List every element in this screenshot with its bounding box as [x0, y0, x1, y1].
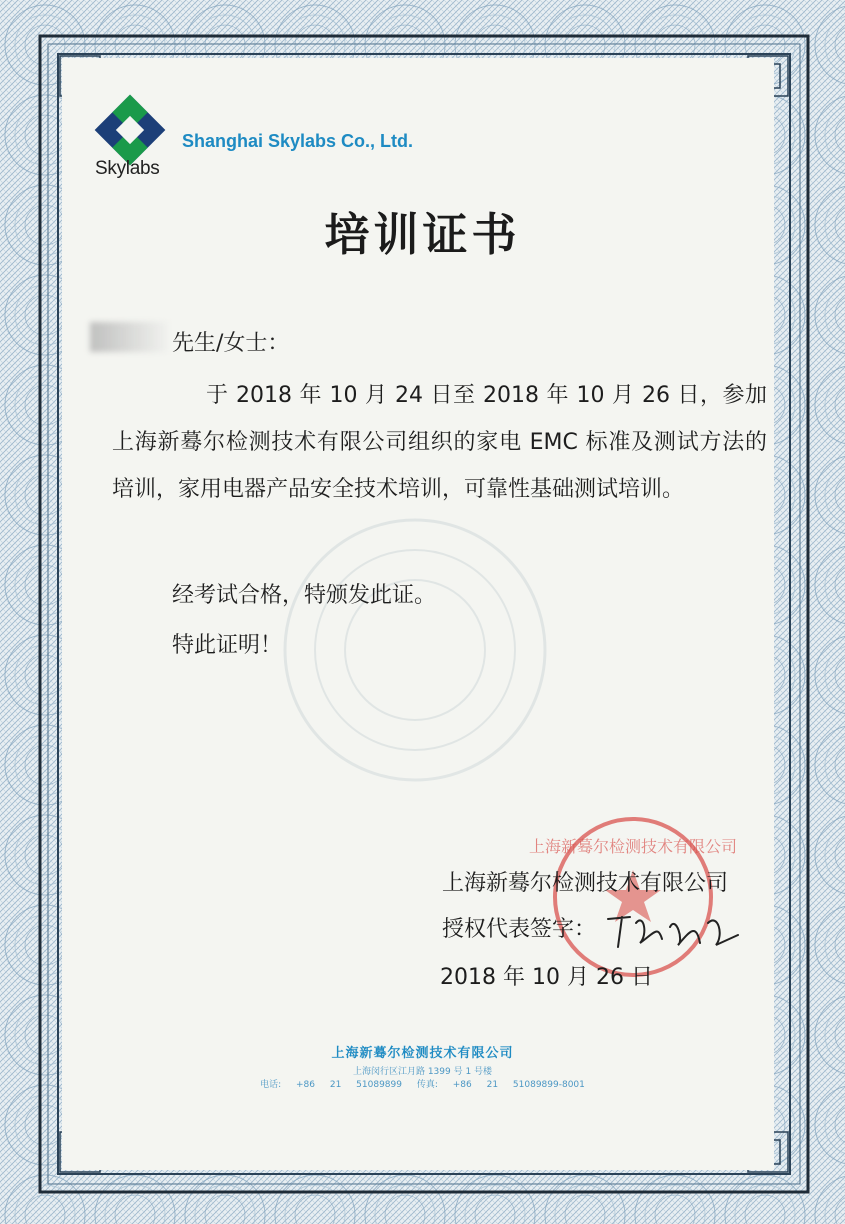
certificate-body	[112, 372, 767, 513]
footer-address: 上海闵行区江月路 1399 号 1 号楼	[352, 1067, 493, 1077]
footer-phone: 电话: +86 21 51089899	[260, 1080, 402, 1090]
training-description: 于 2018 年 10 月 24 日至 2018 年 10 月 26 日，参加上海新蓦尔检测技术有限公司组织的家电 EMC 标准及测试方法的培训，家用电器产品安全技术培训，可靠性基础测试培训。	[112, 383, 767, 502]
footer-contact	[0, 1077, 845, 1090]
issuer-name: 上海新蓦尔检测技术有限公司	[442, 871, 729, 896]
signature-label: 授权代表签字：	[442, 917, 597, 942]
sign-date: 2018 年 10 月 26 日	[440, 965, 653, 990]
footer-company: 上海新蓦尔检测技术有限公司	[331, 1046, 514, 1061]
redacted-name	[90, 322, 168, 352]
handwritten-signature	[600, 905, 750, 955]
certificate-title: 培训证书	[324, 208, 521, 261]
logo-text: Skylabs	[95, 158, 160, 179]
company-name-english: Shanghai Skylabs Co., Ltd.	[182, 131, 414, 151]
salutation: 先生/女士：	[172, 331, 290, 356]
footer-fax: 传真: +86 21 51089899-8001	[416, 1080, 585, 1090]
watermark-emblem	[255, 500, 575, 800]
certify-statement: 特此证明！	[172, 633, 283, 658]
company-seal	[528, 812, 738, 982]
pass-statement: 经考试合格，特颁发此证。	[172, 583, 437, 608]
seal-text: 上海新蓦尔检测技术有限公司	[528, 837, 738, 856]
